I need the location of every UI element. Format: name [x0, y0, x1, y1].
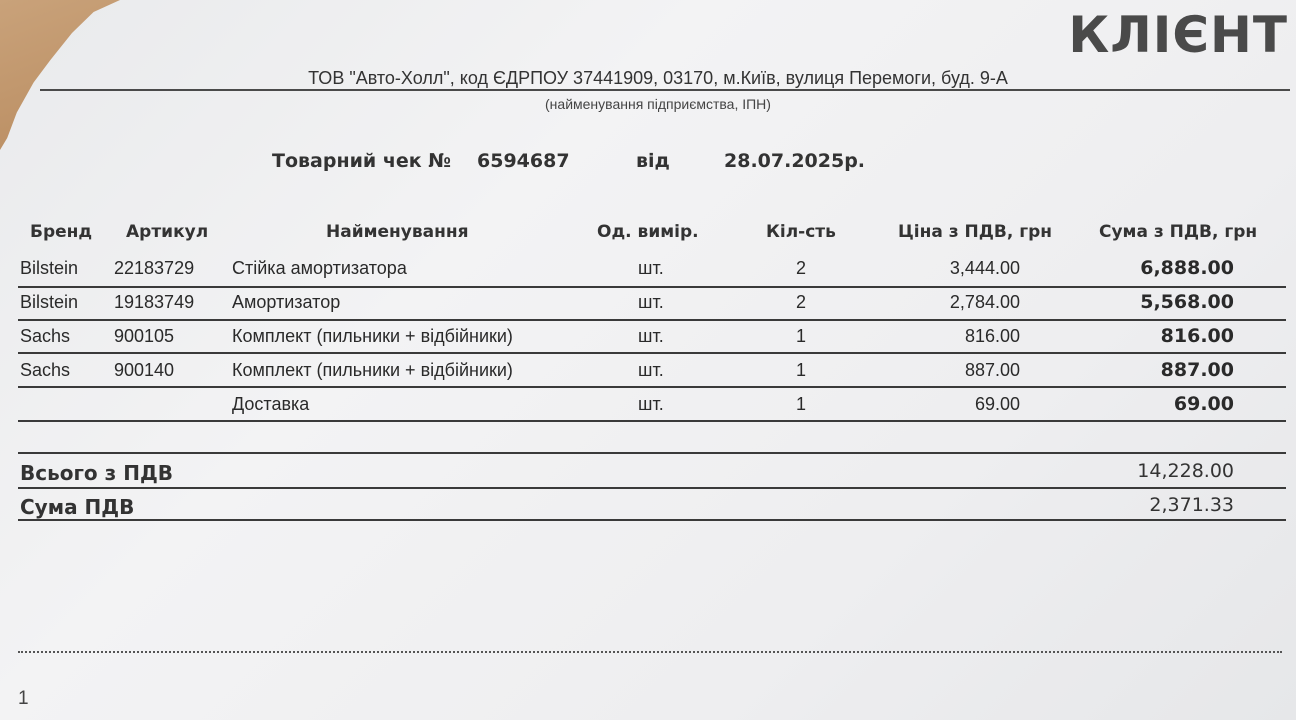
cell-name: Комплект (пильники + відбійники) [232, 360, 513, 380]
header-price: Ціна з ПДВ, грн [898, 222, 1053, 242]
cell-name: Доставка [232, 394, 310, 414]
cell-sum: 816.00 [1160, 325, 1234, 347]
header-article: Артикул [126, 222, 209, 242]
header-sum: Сума з ПДВ, грн [1099, 222, 1258, 242]
cell-price: 887.00 [964, 360, 1020, 380]
cell-qty: 1 [796, 360, 807, 380]
date-label: від [636, 150, 670, 172]
header-brand: Бренд [30, 222, 93, 242]
header-qty: Кіл-сть [766, 222, 836, 242]
cell-unit: шт. [638, 258, 664, 278]
row-divider [18, 319, 1286, 321]
cell-name: Амортизатор [232, 292, 341, 312]
cell-name: Стійка амортизатора [232, 258, 407, 278]
total-label: Всього з ПДВ [20, 461, 174, 485]
row-divider [18, 452, 1286, 454]
company-caption: (найменування підприємства, ІПН) [545, 96, 771, 112]
cell-sum: 6,888.00 [1140, 257, 1234, 279]
row-divider [18, 519, 1286, 521]
cell-qty: 1 [796, 326, 807, 346]
cell-sum: 69.00 [1173, 393, 1234, 415]
cell-unit: шт. [638, 326, 664, 346]
header-name: Найменування [326, 222, 469, 242]
table-row [0, 288, 1296, 322]
cell-brand: Bilstein [20, 292, 79, 312]
company-details: ТОВ "Авто-Холл", код ЄДРПОУ 37441909, 03170, м.Київ, вулиця Перемоги, буд. 9-А [308, 68, 1008, 88]
cell-qty: 2 [796, 292, 807, 312]
cell-unit: шт. [638, 394, 664, 414]
copy-label: КЛІЄНТ [1068, 6, 1288, 64]
header-unit: Од. вимір. [597, 222, 699, 242]
cell-price: 816.00 [964, 326, 1020, 346]
cell-brand: Bilstein [20, 258, 79, 278]
cell-article: 900105 [114, 326, 175, 346]
cell-unit: шт. [638, 360, 664, 380]
row-divider [18, 420, 1286, 422]
table-row [0, 254, 1296, 288]
total-value: 14,228.00 [1137, 460, 1234, 482]
receipt-label: Товарний чек № [272, 150, 452, 172]
dotted-separator [18, 651, 1282, 653]
cell-price: 3,444.00 [949, 258, 1020, 278]
receipt-date: 28.07.2025р. [724, 150, 866, 172]
cell-qty: 1 [796, 394, 807, 414]
cell-name: Комплект (пильники + відбійники) [232, 326, 513, 346]
company-underline [40, 89, 1290, 91]
receipt-number: 6594687 [477, 150, 570, 172]
table-row [0, 390, 1296, 424]
vat-value: 2,371.33 [1149, 494, 1234, 516]
cell-price: 2,784.00 [949, 292, 1020, 312]
cell-article: 900140 [114, 360, 175, 380]
vat-label: Сума ПДВ [20, 495, 135, 519]
cell-article: 22183729 [114, 258, 195, 278]
cell-article: 19183749 [114, 292, 195, 312]
cell-sum: 887.00 [1160, 359, 1234, 381]
cell-brand: Sachs [20, 360, 71, 380]
cell-price: 69.00 [974, 394, 1020, 414]
cell-unit: шт. [638, 292, 664, 312]
row-divider [18, 352, 1286, 354]
cell-sum: 5,568.00 [1140, 291, 1234, 313]
row-divider [18, 386, 1286, 388]
cell-brand: Sachs [20, 326, 71, 346]
table-row [0, 322, 1296, 356]
page-number: 1 [18, 688, 29, 709]
row-divider [18, 487, 1286, 489]
cell-qty: 2 [796, 258, 807, 278]
table-row [0, 356, 1296, 390]
